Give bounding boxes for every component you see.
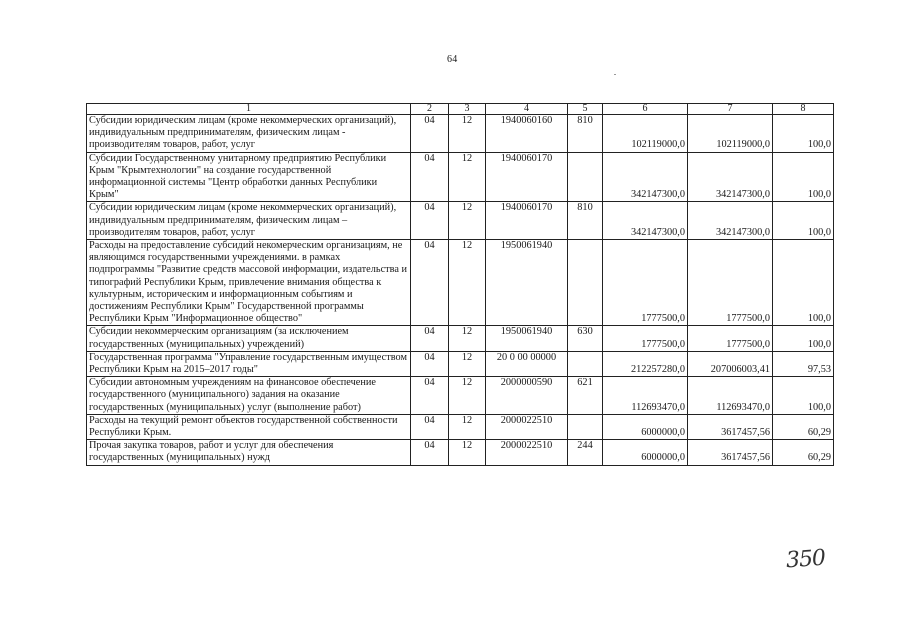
- row-section: 04: [411, 440, 449, 465]
- row-actual-amount: 112693470,0: [688, 377, 773, 415]
- table-row: [87, 414, 834, 439]
- row-section: 04: [411, 202, 449, 240]
- row-name: Субсидии некоммерческим организациям (за исключением государственных (муниципальных) учреждений): [87, 326, 411, 351]
- row-percent: 60,29: [773, 440, 834, 465]
- row-expense-type: [568, 240, 603, 326]
- table-row: [87, 351, 834, 376]
- row-section: 04: [411, 414, 449, 439]
- table-row: [87, 152, 834, 202]
- row-expense-type: 621: [568, 377, 603, 415]
- row-subsection: 12: [449, 115, 486, 153]
- row-subsection: 12: [449, 351, 486, 376]
- row-percent: 100,0: [773, 377, 834, 415]
- row-target-article: 2000022510: [486, 440, 568, 465]
- handwritten-sheet-number: 350: [785, 545, 826, 574]
- row-target-article: 1940060160: [486, 115, 568, 153]
- table-row: [87, 240, 834, 326]
- row-subsection: 12: [449, 414, 486, 439]
- row-subsection: 12: [449, 152, 486, 202]
- column-header-4: 4: [486, 104, 568, 115]
- row-name: Субсидии автономным учреждениям на финансовое обеспечение государственного (муниципального) задания на оказание государственных (муниципальных) услуг (выполнение работ): [87, 377, 411, 415]
- table-row: [87, 326, 834, 351]
- row-subsection: 12: [449, 240, 486, 326]
- column-header-6: 6: [603, 104, 688, 115]
- row-expense-type: 244: [568, 440, 603, 465]
- row-target-article: 20 0 00 00000: [486, 351, 568, 376]
- table-row: [87, 440, 834, 465]
- row-actual-amount: 1777500,0: [688, 326, 773, 351]
- row-name: Субсидии юридическим лицам (кроме некоммерческих организаций), индивидуальным предпринимателям, физическим лицам – производителям товаров, работ, услуг: [87, 202, 411, 240]
- row-actual-amount: 3617457,56: [688, 414, 773, 439]
- row-percent: 100,0: [773, 152, 834, 202]
- row-percent: 100,0: [773, 115, 834, 153]
- row-actual-amount: 342147300,0: [688, 202, 773, 240]
- row-percent: 100,0: [773, 326, 834, 351]
- row-section: 04: [411, 351, 449, 376]
- row-planned-amount: 212257280,0: [603, 351, 688, 376]
- row-actual-amount: 102119000,0: [688, 115, 773, 153]
- row-target-article: 1940060170: [486, 202, 568, 240]
- row-section: 04: [411, 326, 449, 351]
- row-expense-type: 810: [568, 202, 603, 240]
- table-row: [87, 202, 834, 240]
- row-section: 04: [411, 240, 449, 326]
- row-expense-type: [568, 152, 603, 202]
- row-expense-type: 810: [568, 115, 603, 153]
- table-row: [87, 115, 834, 153]
- row-planned-amount: 342147300,0: [603, 152, 688, 202]
- row-expense-type: [568, 351, 603, 376]
- row-actual-amount: 342147300,0: [688, 152, 773, 202]
- scan-speck: [614, 74, 616, 75]
- column-header-5: 5: [568, 104, 603, 115]
- row-section: 04: [411, 152, 449, 202]
- header-row: [87, 104, 834, 115]
- row-planned-amount: 1777500,0: [603, 240, 688, 326]
- row-subsection: 12: [449, 326, 486, 351]
- row-name: Субсидии юридическим лицам (кроме некоммерческих организаций), индивидуальным предпринимателям, физическим лицам - производителям товаров, работ, услуг: [87, 115, 411, 153]
- row-target-article: 2000022510: [486, 414, 568, 439]
- column-header-8: 8: [773, 104, 834, 115]
- row-percent: 100,0: [773, 202, 834, 240]
- row-target-article: 1950061940: [486, 326, 568, 351]
- row-name: Субсидии Государственному унитарному предприятию Республики Крым "Крымтехнологии" на создание государственной информационной системы "Центр обработки данных Республики Крым": [87, 152, 411, 202]
- row-percent: 97,53: [773, 351, 834, 376]
- row-planned-amount: 6000000,0: [603, 440, 688, 465]
- table-row: [87, 377, 834, 415]
- row-section: 04: [411, 115, 449, 153]
- row-actual-amount: 207006003,41: [688, 351, 773, 376]
- row-expense-type: 630: [568, 326, 603, 351]
- row-name: Расходы на текущий ремонт объектов государственной собственности Республики Крым.: [87, 414, 411, 439]
- row-planned-amount: 112693470,0: [603, 377, 688, 415]
- row-subsection: 12: [449, 440, 486, 465]
- page-number: 64: [447, 54, 458, 65]
- row-name: Расходы на предоставление субсидий некомерческим организациям, не являющимся государственными учреждениями. в рамках подпрограммы "Развитие средств массовой информации, издательства и типографий Республики Крым, привлечение внимания общества к культурным, историческим и информационным событиям и достижениям Республики Крым" Государственной программы Республики Крым "Информационное общество": [87, 240, 411, 326]
- row-planned-amount: 102119000,0: [603, 115, 688, 153]
- column-header-2: 2: [411, 104, 449, 115]
- column-header-1: 1: [87, 104, 411, 115]
- row-percent: 60,29: [773, 414, 834, 439]
- row-expense-type: [568, 414, 603, 439]
- row-percent: 100,0: [773, 240, 834, 326]
- row-planned-amount: 342147300,0: [603, 202, 688, 240]
- row-target-article: 1940060170: [486, 152, 568, 202]
- row-subsection: 12: [449, 202, 486, 240]
- row-planned-amount: 1777500,0: [603, 326, 688, 351]
- row-name: Государственная программа "Управление государственным имуществом Республики Крым на 2015–2017 годы": [87, 351, 411, 376]
- table-body: [87, 115, 834, 466]
- row-section: 04: [411, 377, 449, 415]
- row-target-article: 2000000590: [486, 377, 568, 415]
- column-header-7: 7: [688, 104, 773, 115]
- row-name: Прочая закупка товаров, работ и услуг для обеспечения государственных (муниципальных) нужд: [87, 440, 411, 465]
- row-actual-amount: 1777500,0: [688, 240, 773, 326]
- row-target-article: 1950061940: [486, 240, 568, 326]
- budget-table: [86, 103, 834, 466]
- column-header-3: 3: [449, 104, 486, 115]
- row-subsection: 12: [449, 377, 486, 415]
- row-actual-amount: 3617457,56: [688, 440, 773, 465]
- row-planned-amount: 6000000,0: [603, 414, 688, 439]
